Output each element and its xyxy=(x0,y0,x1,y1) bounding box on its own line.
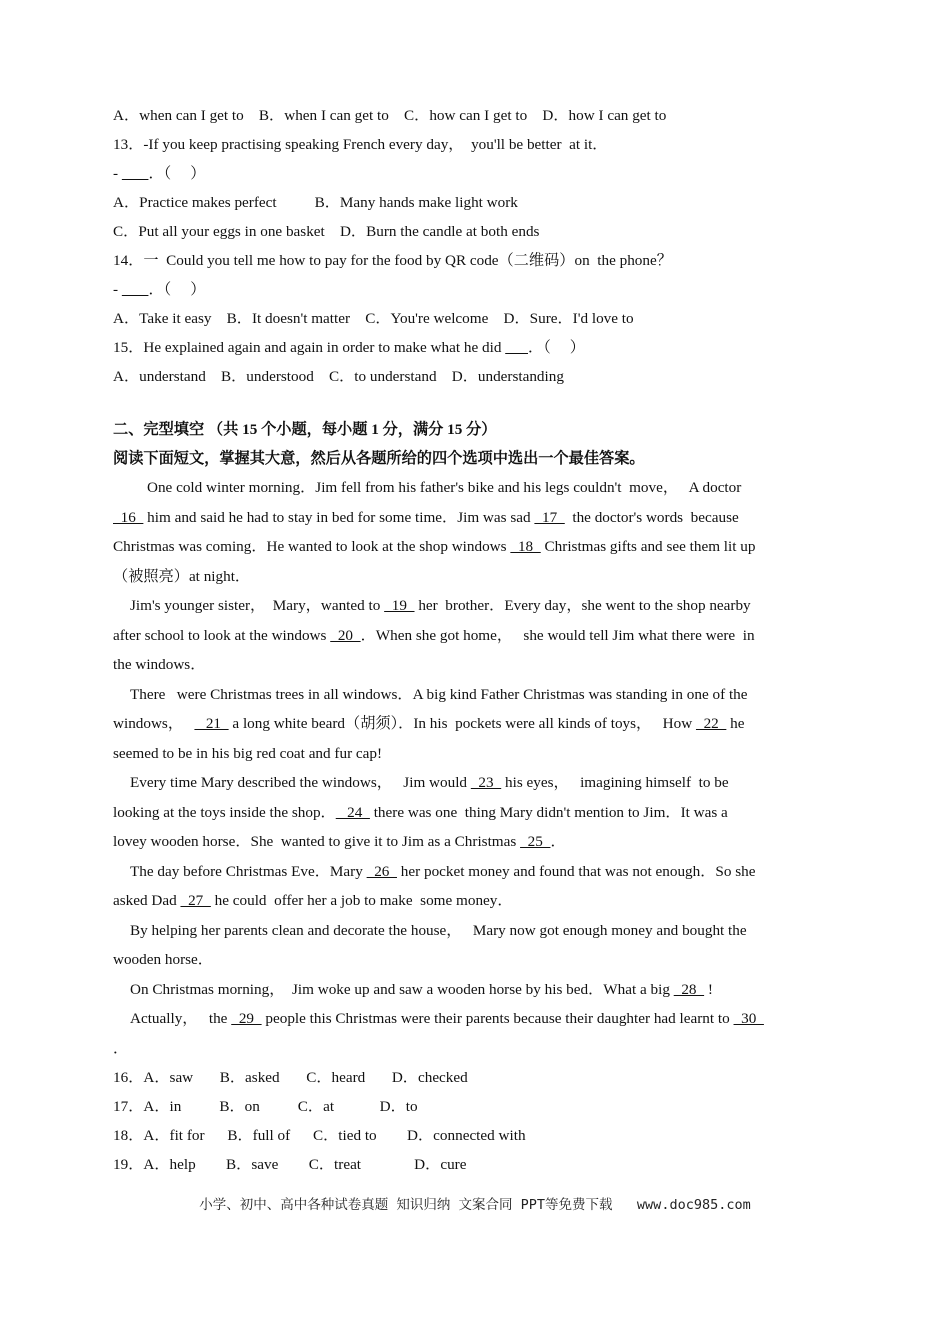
spacer xyxy=(113,391,835,415)
passage-line xyxy=(113,798,835,828)
q13-options-2: C．Put all your eggs in one basket D．Burn the candle at both ends xyxy=(113,223,540,240)
blank-29: 29 xyxy=(231,1010,262,1027)
passage-line xyxy=(113,827,835,857)
passage-line xyxy=(113,1004,835,1034)
passage-text: ! xyxy=(704,980,713,998)
answer-blank xyxy=(505,339,528,356)
blank-25: 25 xyxy=(520,833,551,850)
q15-stem xyxy=(113,333,835,362)
answer-paren: ．（ ） xyxy=(528,339,585,356)
passage-text: The day before Christmas Eve．Mary xyxy=(130,862,367,880)
passage-line xyxy=(113,621,835,651)
passage-text: him and said he had to stay in bed for some time．Jim was sad xyxy=(143,508,535,526)
passage-line: There were Christmas trees in all windows．A big kind Father Christmas was standing in one of the xyxy=(130,685,748,703)
passage-text: her brother．Every day，she went to the shop nearby xyxy=(414,597,751,614)
section-instruction: 阅读下面短文，掌握其大意，然后从各题所给的四个选项中选出一个最佳答案。 xyxy=(113,450,645,467)
blank-23: 23 xyxy=(470,774,502,791)
passage-text: there was one thing Mary didn't mention to Jim．It was a xyxy=(369,803,728,821)
q14-stem: 14．一 Could you tell me how to pay for the food by QR code（二维码）on the phone？ xyxy=(113,252,672,269)
blank-27: 27 xyxy=(180,892,211,909)
question-18-options: 18．A．fit for B．full of C．tied to D．connected with xyxy=(113,1127,526,1144)
passage-text: after school to look at the windows xyxy=(113,626,331,644)
answer-dash: - xyxy=(113,281,119,298)
blank-30: 30 xyxy=(733,1010,764,1027)
answer-paren: ．（ ） xyxy=(148,165,206,182)
passage-text: looking at the toys inside the shop． xyxy=(113,803,336,821)
blank-22: 22 xyxy=(695,715,727,732)
answer-blank xyxy=(122,165,149,182)
passage-line: wooden horse． xyxy=(113,951,213,968)
passage-line xyxy=(113,975,835,1005)
passage-text: a long white beard（胡须）．In his pockets were all kinds of toys， How xyxy=(228,715,696,732)
q13-options-1: A．Practice makes perfect B．Many hands make light work xyxy=(113,194,518,211)
question-16-options: 16．A．saw B．asked C．heard D．checked xyxy=(113,1069,468,1086)
blank-16: 16 xyxy=(113,508,144,526)
blank-28: 28 xyxy=(673,980,705,998)
passage-line xyxy=(113,857,835,887)
q12-options: A．when can I get to B．when I can get to C．how can I get to D．how I can get to xyxy=(113,107,667,124)
passage-text: ． xyxy=(550,833,566,850)
q14-options: A．Take it easy B．It doesn't matter C．You're welcome D．Sure．I'd love to xyxy=(113,310,634,327)
blank-19: 19 xyxy=(384,597,415,614)
section-title: 二、完型填空 （共 15 个小题，每小题 1 分，满分 15 分） xyxy=(113,421,497,438)
blank-20: 20 xyxy=(330,626,361,644)
passage-text: he xyxy=(726,715,745,732)
answer-blank xyxy=(122,281,149,298)
blank-18: 18 xyxy=(510,538,541,555)
passage-line xyxy=(113,503,835,533)
passage-line xyxy=(113,886,835,916)
passage-text: Actually， the xyxy=(130,1010,232,1027)
q15-options: A．understand B．understood C．to understand D．understanding xyxy=(113,368,564,385)
passage-text: Christmas gifts and see them lit up xyxy=(540,538,756,555)
blank-24: 24 xyxy=(335,803,370,821)
blank-17: 17 xyxy=(534,508,565,526)
question-17-options: 17．A．in B．on C．at D．to xyxy=(113,1098,418,1115)
passage-line xyxy=(113,591,835,621)
passage-line: By helping her parents clean and decorate the house， Mary now got enough money and bought the xyxy=(130,921,747,939)
q14-answer-line xyxy=(113,275,835,304)
answer-dash: - xyxy=(113,165,119,182)
passage-text: the doctor's words because xyxy=(564,508,739,526)
question-19-options: 19．A．help B．save C．treat D．cure xyxy=(113,1156,467,1173)
passage-line: the windows． xyxy=(113,656,206,673)
passage-text: asked Dad xyxy=(113,892,181,909)
passage-text: Jim's younger sister， Mary，wanted to xyxy=(130,597,385,614)
passage-line: （被照亮）at night． xyxy=(113,567,251,585)
passage-text: Every time Mary described the windows， Jim would xyxy=(130,774,471,791)
passage-text: people this Christmas were their parents because their daughter had learnt to xyxy=(261,1010,734,1027)
blank-26: 26 xyxy=(366,862,397,880)
passage-text: On Christmas morning， Jim woke up and saw a wooden horse by his bed．What a big xyxy=(130,980,674,998)
page-footer: 小学、初中、高中各种试卷真题 知识归纳 文案合同 PPT等免费下载 www.doc985.com xyxy=(199,1197,751,1213)
blank-21: 21 xyxy=(194,715,229,732)
passage-text: her pocket money and found that was not enough．So she xyxy=(396,862,756,880)
answer-paren: ．（ ） xyxy=(148,281,206,298)
passage-line: One cold winter morning．Jim fell from his father's bike and his legs couldn't move， A doctor xyxy=(147,479,742,496)
passage-text: his eyes， imagining himself to be xyxy=(501,774,729,791)
passage-text: ．When she got home， she would tell Jim what there were in xyxy=(360,626,755,644)
passage-text: windows， xyxy=(113,715,195,732)
q13-stem: 13．-If you keep practising speaking French every day， you'll be better at it． xyxy=(113,136,608,153)
passage-line: ． xyxy=(113,1039,129,1057)
passage-line xyxy=(113,768,835,798)
document-page xyxy=(113,101,835,1179)
passage-line: seemed to be in his big red coat and fur cap! xyxy=(113,744,383,762)
passage-text: Christmas was coming．He wanted to look at the shop windows xyxy=(113,538,511,555)
q15-stem-text: 15．He explained again and again in order to make what he did xyxy=(113,339,506,356)
q13-answer-line xyxy=(113,159,835,188)
passage-line xyxy=(113,709,835,739)
passage-line xyxy=(113,532,835,562)
passage-text: lovey wooden horse．She wanted to give it to Jim as a Christmas xyxy=(113,833,521,850)
passage-text: he could offer her a job to make some money． xyxy=(210,892,513,909)
